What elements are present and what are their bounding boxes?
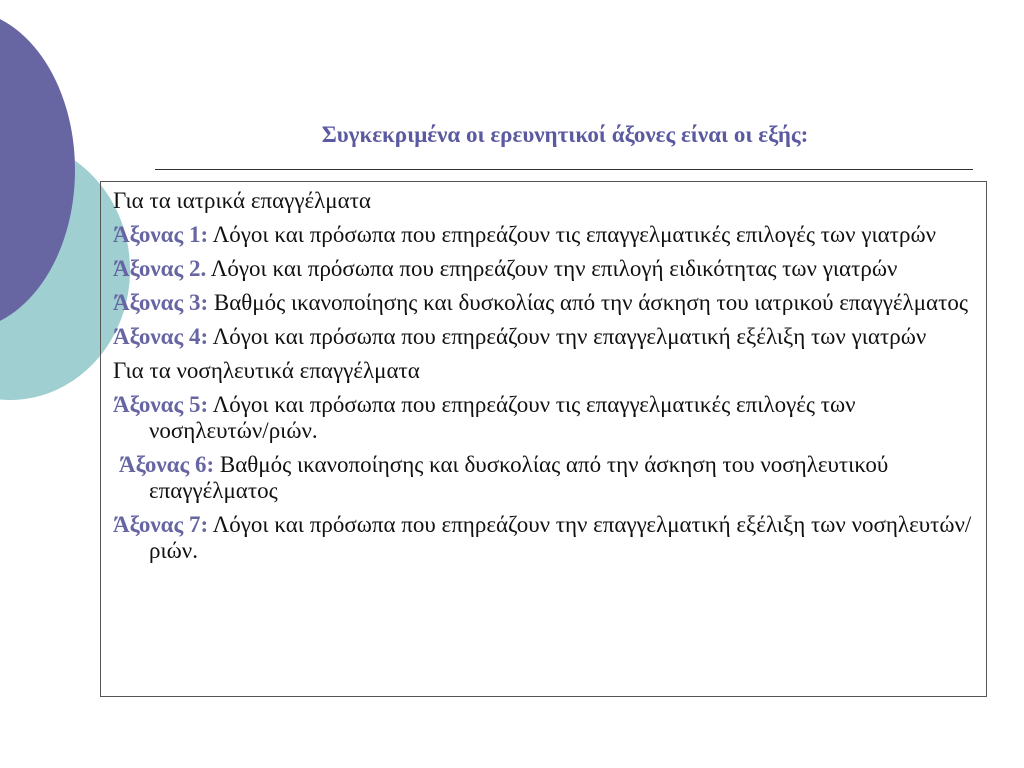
axis-item-3 xyxy=(113,290,974,316)
axis-item-6 xyxy=(113,452,974,504)
axis-item-2 xyxy=(113,256,974,282)
axis-label: Άξονας 5: xyxy=(113,392,209,417)
title-underline xyxy=(155,169,973,170)
axis-text: Λόγοι και πρόσωπα που επηρεάζουν τις επαγγελματικές επιλογές των γιατρών xyxy=(212,222,936,247)
axis-item-1 xyxy=(113,222,974,248)
axis-label: Άξονας 6: xyxy=(119,452,215,477)
axis-text: Βαθμός ικανοποίησης και δυσκολίας από την άσκηση του νοσηλευτικού επαγγέλματος xyxy=(149,452,889,503)
axis-text: Λόγοι και πρόσωπα που επηρεάζουν τις επαγγελματικές επιλογές των νοσηλευτών/ριών. xyxy=(149,392,856,443)
axis-label: Άξονας 7: xyxy=(113,512,209,537)
axis-text: Λόγοι και πρόσωπα που επηρεάζουν την επαγγελματική εξέλιξη των γιατρών xyxy=(212,324,927,349)
axis-text: Βαθμός ικανοποίησης και δυσκολίας από την άσκηση του ιατρικού επαγγέλματος xyxy=(213,290,968,315)
axis-label: Άξονας 3: xyxy=(113,290,209,315)
axis-label: Άξονας 2. xyxy=(113,256,207,281)
axis-item-4 xyxy=(113,324,974,350)
axis-item-5 xyxy=(113,392,974,444)
axis-text: Λόγοι και πρόσωπα που επηρεάζουν την επιλογή ειδικότητας των γιατρών xyxy=(210,256,898,281)
axis-item-7 xyxy=(113,512,974,564)
content-box xyxy=(100,181,987,697)
section-heading-nursing: Για τα νοσηλευτικά επαγγέλματα xyxy=(113,358,420,383)
section-heading-medical: Για τα ιατρικά επαγγέλματα xyxy=(113,188,371,213)
axis-label: Άξονας 1: xyxy=(113,222,209,247)
axis-text: Λόγοι και πρόσωπα που επηρεάζουν την επαγγελματική εξέλιξη των νοσηλευτών/ριών. xyxy=(149,512,972,563)
slide-title: Συγκεκριμένα οι ερευνητικοί άξονες είναι οι εξής: xyxy=(321,122,809,147)
axis-label: Άξονας 4: xyxy=(113,324,209,349)
